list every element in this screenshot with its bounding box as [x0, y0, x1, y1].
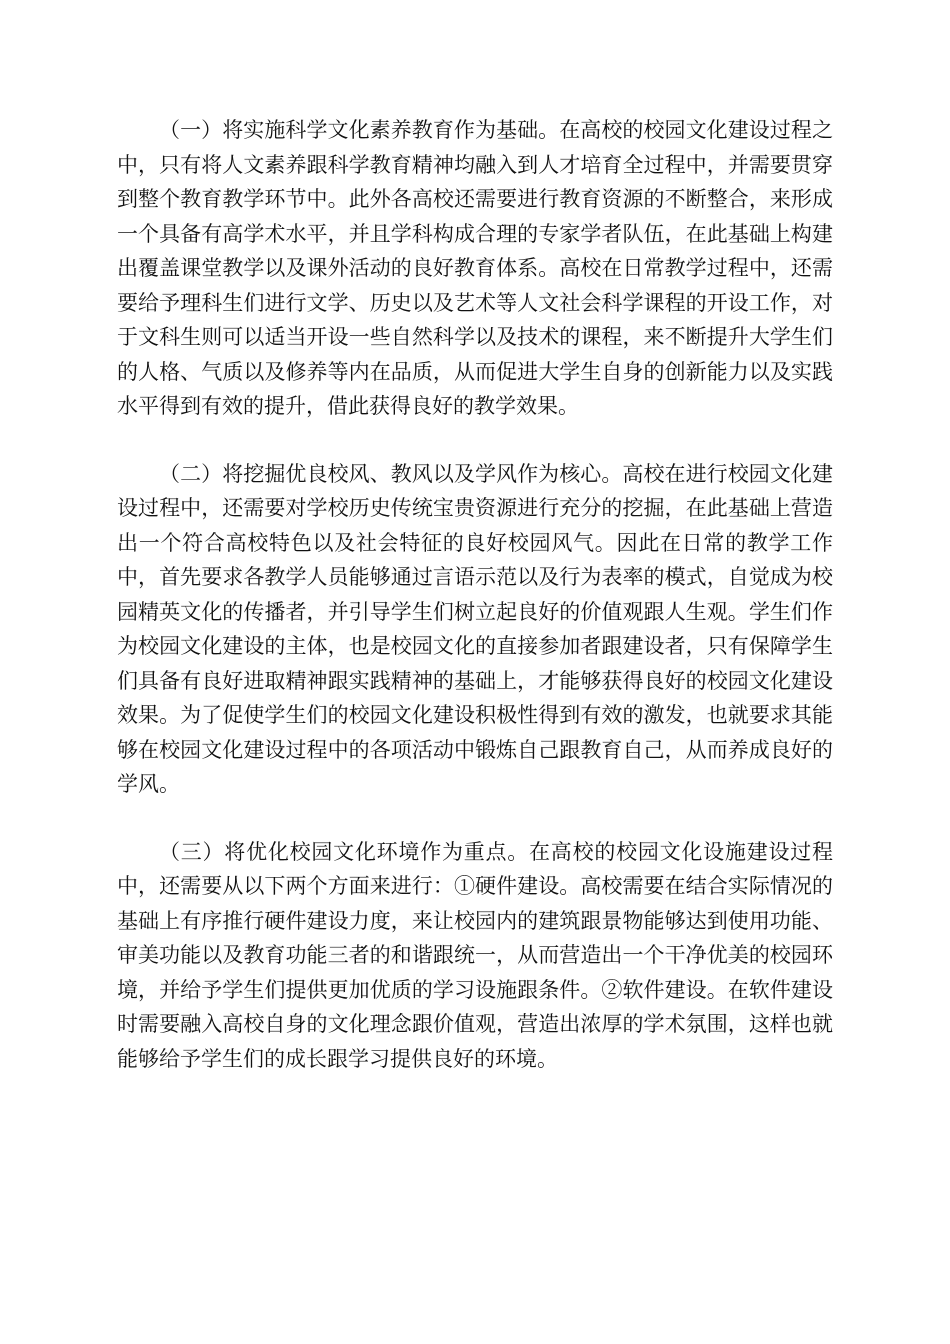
paragraph-2: （二）将挖掘优良校风、教风以及学风作为核心。高校在进行校园文化建设过程中，还需要对学校历史传统宝贵资源进行充分的挖掘，在此基础上营造出一个符合高校特色以及社会特征的良好校园风气。因此在日常的教学工作中，首先要求各教学人员能够通过言语示范以及行为表率的模式，自觉成为校园精英文化的传播者，并引导学生们树立起良好的价值观跟人生观。学生们作为校园文化建设的主体，也是校园文化的直接参加者跟建设者，只有保障学生们具备有良好进取精神跟实践精神的基础上，才能够获得良好的校园文化建设效果。为了促使学生们的校园文化建设积极性得到有效的激发，也就要求其能够在校园文化建设过程中的各项活动中锻炼自己跟教育自己，从而养成良好的学风。 [117, 461, 833, 796]
paragraph-1: （一）将实施科学文化素养教育作为基础。在高校的校园文化建设过程之中，只有将人文素养跟科学教育精神均融入到人才培育全过程中，并需要贯穿到整个教育教学环节中。此外各高校还需要进行教育资源的不断整合，来形成一个具备有高学术水平，并且学科构成合理的专家学者队伍，在此基础上构建出覆盖课堂教学以及课外活动的良好教育体系。高校在日常教学过程中，还需要给予理科生们进行文学、历史以及艺术等人文社会科学课程的开设工作，对于文科生则可以适当开设一些自然科学以及技术的课程，来不断提升大学生们的人格、气质以及修养等内在品质，从而促进大学生自身的创新能力以及实践水平得到有效的提升，借此获得良好的教学效果。 [117, 118, 833, 418]
paragraph-3: （三）将优化校园文化环境作为重点。在高校的校园文化设施建设过程中，还需要从以下两个方面来进行：①硬件建设。高校需要在结合实际情况的基础上有序推行硬件建设力度，来让校园内的建筑跟景物能够达到使用功能、审美功能以及教育功能三者的和谐跟统一，从而营造出一个干净优美的校园环境，并给予学生们提供更加优质的学习设施跟条件。②软件建设。在软件建设时需要融入高校自身的文化理念跟价值观，营造出浓厚的学术氛围，这样也就能够给予学生们的成长跟学习提供良好的环境。 [117, 839, 833, 1071]
document-body [117, 113, 833, 1076]
